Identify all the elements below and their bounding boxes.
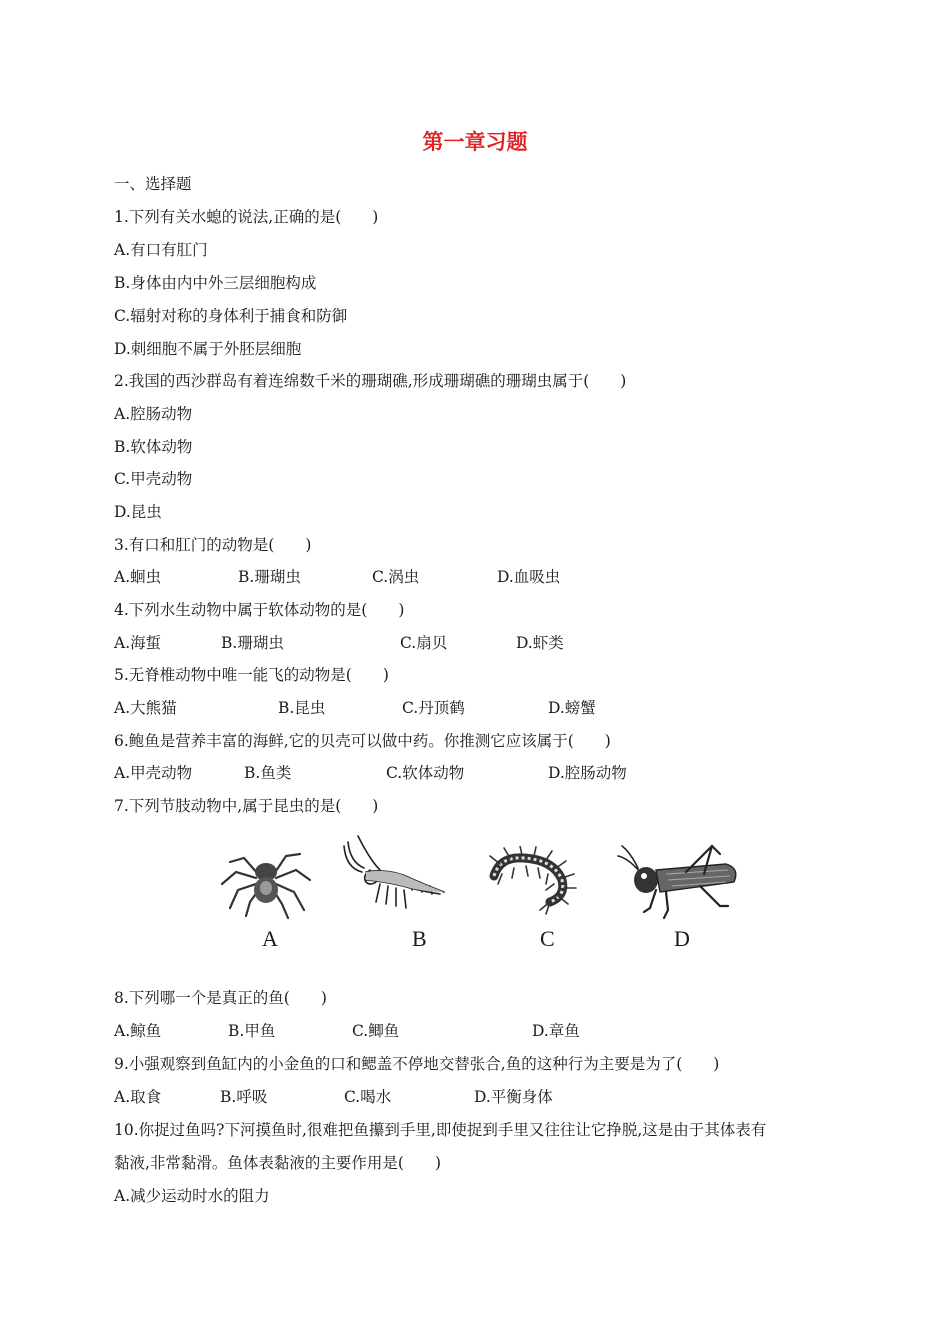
question-8-option-d: D.章鱼 xyxy=(532,1022,580,1040)
question-10-option-a: A.减少运动时水的阻力 xyxy=(114,1187,270,1205)
figure-label-d: D xyxy=(674,926,690,951)
grasshopper-icon xyxy=(616,834,746,924)
question-9-option-d: D.平衡身体 xyxy=(474,1088,553,1106)
figure-label-c: C xyxy=(540,926,555,951)
question-5-option-c: C.丹顶鹤 xyxy=(402,699,465,717)
question-4-option-b: B.珊瑚虫 xyxy=(221,634,284,652)
question-1-option-a: A.有口有肛门 xyxy=(114,241,208,259)
question-6-option-c: C.软体动物 xyxy=(386,764,465,782)
question-4-stem: 4.下列水生动物中属于软体动物的是( ) xyxy=(114,601,405,619)
question-8-option-a: A.鲸鱼 xyxy=(114,1022,162,1040)
section-heading: 一、选择题 xyxy=(114,175,192,193)
shrimp-icon xyxy=(340,832,450,922)
question-1-option-b: B.身体由内中外三层细胞构成 xyxy=(114,274,317,292)
question-1-option-c: C.辐射对称的身体利于捕食和防御 xyxy=(114,307,348,325)
question-3-option-c: C.涡虫 xyxy=(372,568,420,586)
question-5-option-a: A.大熊猫 xyxy=(114,699,177,717)
question-8-option-b: B.甲鱼 xyxy=(228,1022,276,1040)
question-6-option-d: D.腔肠动物 xyxy=(548,764,627,782)
question-2-option-b: B.软体动物 xyxy=(114,438,193,456)
question-8-option-c: C.鲫鱼 xyxy=(352,1022,400,1040)
question-3-option-a: A.蛔虫 xyxy=(114,568,162,586)
question-2-option-d: D.昆虫 xyxy=(114,503,162,521)
question-10-stem-line-2: 黏液,非常黏滑。鱼体表黏液的主要作用是( ) xyxy=(114,1154,442,1172)
question-5-stem: 5.无脊椎动物中唯一能飞的动物是( ) xyxy=(114,666,389,684)
question-6-stem: 6.鲍鱼是营养丰富的海鲜,它的贝壳可以做中药。你推测它应该属于( ) xyxy=(114,732,611,750)
question-4-option-a: A.海蜇 xyxy=(114,634,162,652)
question-9-option-b: B.呼吸 xyxy=(220,1088,268,1106)
question-7-figures xyxy=(210,830,750,960)
question-3-stem: 3.有口和肛门的动物是( ) xyxy=(114,536,312,554)
spider-icon xyxy=(216,840,316,920)
page-title: 第一章习题 xyxy=(422,130,528,154)
question-3-option-b: B.珊瑚虫 xyxy=(238,568,301,586)
question-2-stem: 2.我国的西沙群岛有着连绵数千米的珊瑚礁,形成珊瑚礁的珊瑚虫属于( ) xyxy=(114,372,627,390)
question-4-option-c: C.扇贝 xyxy=(400,634,448,652)
question-7-stem: 7.下列节肢动物中,属于昆虫的是( ) xyxy=(114,797,379,815)
question-4-option-d: D.虾类 xyxy=(516,634,564,652)
question-9-option-a: A.取食 xyxy=(114,1088,162,1106)
question-6-option-a: A.甲壳动物 xyxy=(114,764,193,782)
question-2-option-a: A.腔肠动物 xyxy=(114,405,193,423)
question-8-stem: 8.下列哪一个是真正的鱼( ) xyxy=(114,989,327,1007)
question-5-option-d: D.螃蟹 xyxy=(548,699,596,717)
question-1-option-d: D.刺细胞不属于外胚层细胞 xyxy=(114,340,302,358)
figure-label-a: A xyxy=(262,926,278,951)
question-6-option-b: B.鱼类 xyxy=(244,764,292,782)
question-3-option-d: D.血吸虫 xyxy=(497,568,561,586)
question-9-option-c: C.喝水 xyxy=(344,1088,392,1106)
question-1-stem: 1.下列有关水螅的说法,正确的是( ) xyxy=(114,208,379,226)
question-10-stem-line-1: 10.你捉过鱼吗?下河摸鱼时,很难把鱼攥到手里,即使捉到手里又往往让它挣脱,这是由于其体表有 xyxy=(114,1121,767,1139)
question-5-option-b: B.昆虫 xyxy=(278,699,326,717)
question-9-stem: 9.小强观察到鱼缸内的小金鱼的口和鳃盖不停地交替张合,鱼的这种行为主要是为了( ) xyxy=(114,1055,720,1073)
figure-label-b: B xyxy=(412,926,427,951)
centipede-icon xyxy=(480,846,590,916)
question-2-option-c: C.甲壳动物 xyxy=(114,470,193,488)
